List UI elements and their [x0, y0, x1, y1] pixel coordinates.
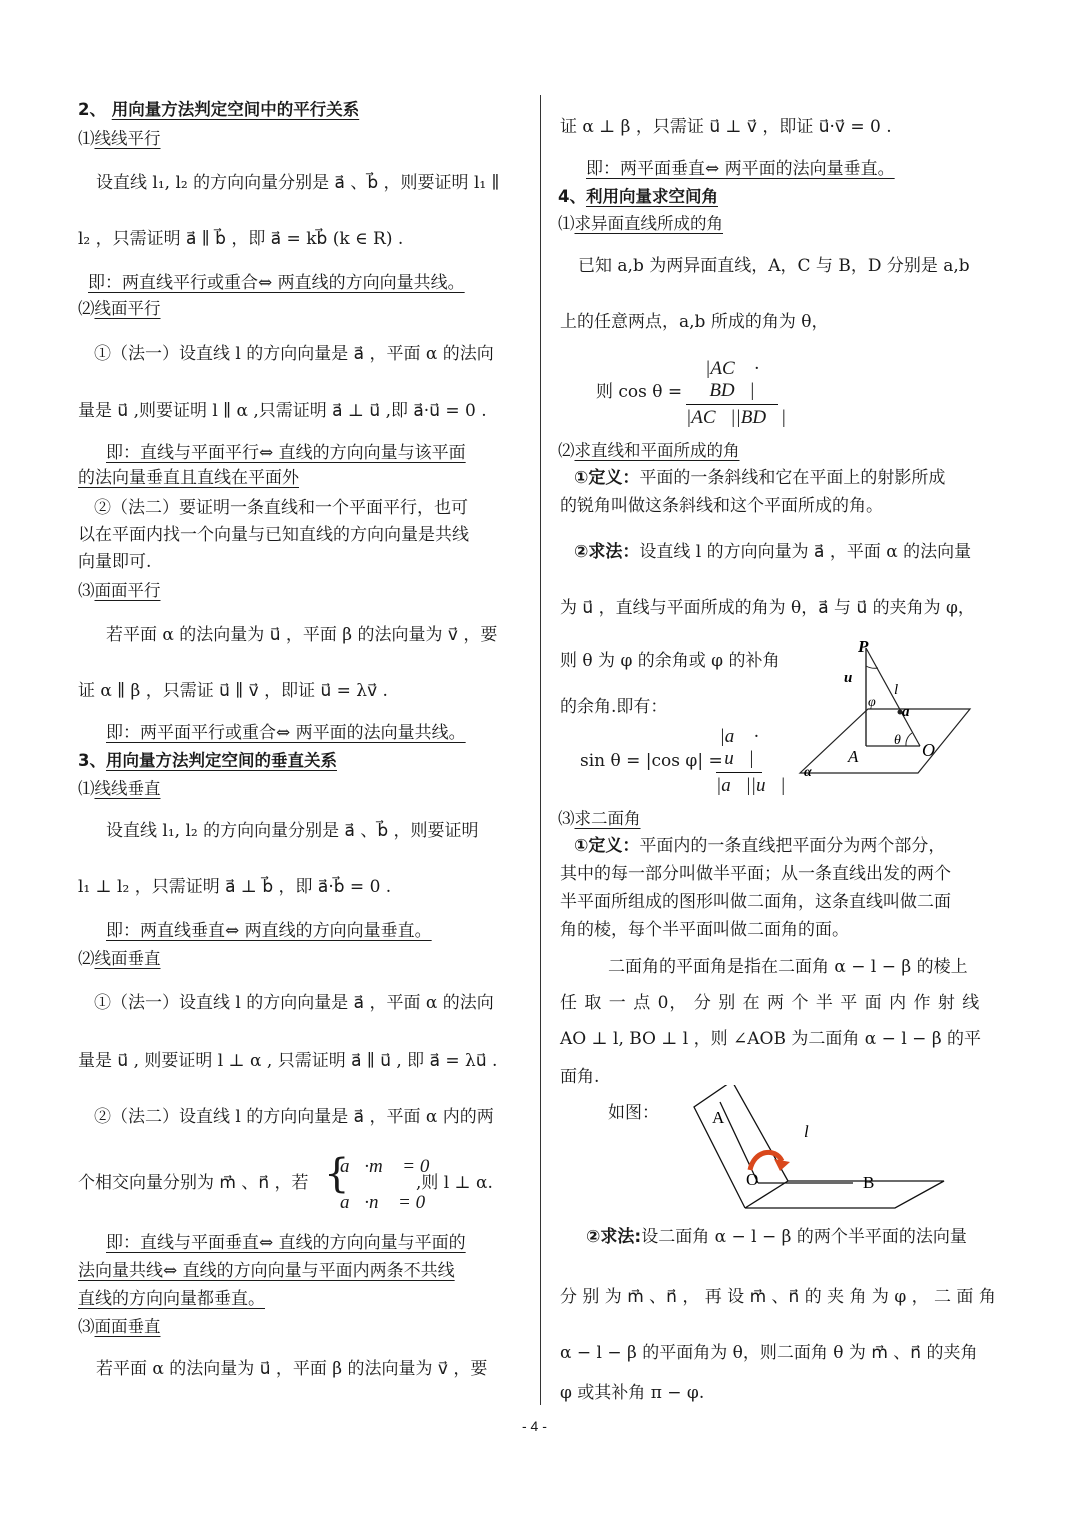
- label-A: A: [712, 1108, 725, 1127]
- numerator: |AC⃗ · BD⃗|: [705, 358, 759, 401]
- label-O: O: [746, 1170, 759, 1189]
- paragraph: φ 或其补角 π − φ.: [560, 1383, 705, 1403]
- text: 平面内的一条直线把平面分为两个部分，: [639, 836, 946, 856]
- paragraph: 证 α ∥ β ，只需证 u⃗ ∥ v⃗ ，即证 u⃗ = λv⃗ .: [78, 681, 388, 701]
- formula-lhs: sin θ = |cos φ| =: [580, 751, 723, 771]
- definition-label: ①定义：: [574, 836, 640, 856]
- method: [586, 1226, 967, 1248]
- paragraph: 已知 a,b 为两异面直线，A，C 与 B，D 分别是 a,b: [578, 256, 970, 276]
- plane-alpha: [800, 709, 970, 773]
- paragraph: 若平面 α 的法向量为 u⃗ ，平面 β 的法向量为 v⃗ ，要: [96, 1359, 488, 1379]
- subsection-4-2: [558, 440, 740, 462]
- dihedral-angle-figure: [690, 1085, 960, 1210]
- label-B: B: [863, 1173, 875, 1192]
- subsection-3-3: [78, 1316, 161, 1338]
- paragraph: 的余角.即有：: [560, 697, 668, 717]
- note: 即：两直线垂直⇔ 两直线的方向向量垂直。: [106, 921, 432, 941]
- paragraph: l₂ ，只需证明 a⃗ ∥ b⃗ ，即 a⃗ = kb⃗ (k ∈ R) .: [78, 229, 404, 249]
- paragraph: 证 α ⊥ β ，只需证 u⃗ ⊥ v⃗ ，即证 u⃗·v⃗ = 0 .: [560, 117, 892, 137]
- section-title: 利用向量求空间角: [585, 187, 718, 206]
- subsection-title: 求异面直线所成的角: [574, 214, 723, 233]
- subsection-number: ⑵: [78, 299, 95, 318]
- paragraph: 面角.: [560, 1067, 600, 1087]
- line-plane-angle-figure: [780, 630, 980, 790]
- method-label: ②求法:: [586, 1227, 642, 1247]
- label-phi: φ: [868, 695, 876, 710]
- theta-arc: [906, 733, 912, 746]
- formula-lhs: 则 cos θ =: [596, 382, 683, 402]
- subsection-number: ⑶: [78, 1317, 95, 1336]
- paragraph: 的锐角叫做这条斜线和这个平面所成的角。: [560, 496, 883, 516]
- label-l: l: [894, 682, 899, 698]
- label-alpha: α: [804, 765, 812, 780]
- subsection-title: 线线平行: [94, 129, 161, 148]
- paragraph: ②（法二）要证明一条直线和一个平面平行，也可: [94, 498, 468, 518]
- section-3-heading: [78, 750, 337, 772]
- subsection-3-1: [78, 778, 161, 800]
- label-a: a: [902, 704, 910, 720]
- section-number: 4、: [558, 187, 586, 206]
- paragraph: 设直线 l₁, l₂ 的方向向量分别是 a⃗ 、b⃗ ，则要证明: [106, 821, 479, 841]
- subsection-4-3: [558, 808, 641, 830]
- subsection-number: ⑴: [78, 129, 95, 148]
- text: 个相交向量分别为 m⃗ 、n⃗ ，若: [78, 1173, 309, 1193]
- brace: {: [324, 1151, 350, 1197]
- denominator: |AC⃗||BD⃗|: [686, 407, 787, 428]
- paragraph: 若平面 α 的法向量为 u⃗ ，平面 β 的法向量为 v⃗ ，要: [106, 625, 498, 645]
- page-number: - 4 -: [522, 1418, 547, 1434]
- subsection-number: ⑵: [558, 441, 575, 460]
- section-4-heading: [558, 186, 718, 208]
- subsection-title: 线面平行: [94, 299, 161, 318]
- fraction-bar: [686, 404, 778, 405]
- section-title: 用向量方法判定空间的垂直关系: [105, 751, 337, 770]
- subsection-title: 求直线和平面所成的角: [574, 441, 740, 460]
- paragraph: α − l − β 的平面角为 θ，则二面角 θ 为 m⃗ 、n⃗ 的夹角: [560, 1343, 978, 1363]
- system-eq-1: a⃗·m⃗ = 0: [340, 1156, 430, 1177]
- definition-label: ①定义：: [574, 468, 640, 488]
- text: 设二面角 α − l − β 的两个半平面的法向量: [641, 1227, 967, 1247]
- rotation-arrowhead: [774, 1159, 790, 1171]
- note: 即：两直线平行或重合⇔ 两直线的方向向量共线。: [88, 273, 465, 293]
- paragraph: 任 取 一 点 0， 分 别 在 两 个 半 平 面 内 作 射 线: [560, 993, 981, 1013]
- section-2-heading: [78, 99, 359, 121]
- subsection-2-2: [78, 298, 161, 320]
- definition: [574, 467, 945, 489]
- section-number: 2、: [78, 100, 106, 119]
- numerator: |a⃗ · u⃗|: [719, 726, 759, 769]
- text: 设直线 l 的方向向量为 a⃗ ，平面 α 的法向量: [639, 542, 972, 562]
- paragraph: 角的棱，每个半平面叫做二面角的面。: [560, 920, 849, 940]
- paragraph: AO ⊥ l, BO ⊥ l ，则 ∠AOB 为二面角 α − l − β 的平: [560, 1029, 982, 1049]
- paragraph: ①（法一）设直线 l 的方向向量是 a⃗ ，平面 α 的法向: [94, 344, 494, 364]
- note: 的法向量垂直且直线在平面外: [78, 468, 299, 488]
- paragraph: 量是 u⃗ ,则要证明 l ∥ α ,只需证明 a⃗ ⊥ u⃗ ,即 a⃗·u⃗ = 0 .: [78, 401, 487, 421]
- subsection-number: ⑴: [78, 779, 95, 798]
- subsection-number: ⑶: [78, 581, 95, 600]
- subsection-number: ⑴: [558, 214, 575, 233]
- cos-formula-fraction: [686, 358, 787, 429]
- subsection-4-1: [558, 213, 723, 235]
- note: 即：两平面平行或重合⇔ 两平面的法向量共线。: [106, 723, 466, 743]
- note: 法向量共线⇔ 直线的方向向量与平面内两条不共线: [78, 1261, 455, 1281]
- denominator: |a⃗||u⃗|: [716, 775, 786, 796]
- paragraph: 分 别 为 m⃗ 、n⃗ ， 再 设 m⃗ 、n⃗ 的 夹 角 为 φ ， 二 面 角: [560, 1287, 996, 1307]
- paragraph: ①（法一）设直线 l 的方向向量是 a⃗ ，平面 α 的法向: [94, 993, 494, 1013]
- label-u: u: [844, 670, 853, 686]
- paragraph: 半平面所组成的图形叫做二面角，这条直线叫做二面: [560, 892, 951, 912]
- note: 即：直线与平面平行⇔ 直线的方向向量与该平面: [106, 443, 466, 463]
- system-eq-2: a⃗·n⃗ = 0: [340, 1192, 426, 1213]
- definition: [574, 835, 945, 857]
- text: ,则 l ⊥ α.: [416, 1173, 493, 1193]
- subsection-number: ⑶: [558, 809, 575, 828]
- paragraph: 以在平面内找一个向量与已知直线的方向向量是共线: [78, 525, 469, 545]
- paragraph: ②（法二）设直线 l 的方向向量是 a⃗ ，平面 α 内的两: [94, 1107, 494, 1127]
- label-A: A: [848, 747, 859, 766]
- method: [574, 541, 971, 563]
- paragraph: [78, 1172, 309, 1194]
- sin-formula-fraction: [716, 726, 786, 797]
- note: 直线的方向向量都垂直。: [78, 1289, 265, 1309]
- label-theta: θ: [894, 733, 901, 748]
- paragraph: 向量即可.: [78, 552, 152, 572]
- label-P: P: [858, 637, 869, 656]
- subsection-2-3: [78, 580, 161, 602]
- method-label: ②求法：: [574, 542, 640, 562]
- label-O: O: [922, 740, 935, 760]
- paragraph: l₁ ⊥ l₂ ，只需证明 a⃗ ⊥ b⃗ ，即 a⃗·b⃗ = 0 .: [78, 877, 392, 897]
- subsection-3-2: [78, 948, 161, 970]
- paragraph: 二面角的平面角是指在二面角 α − l − β 的棱上: [608, 957, 968, 977]
- paragraph: 其中的每一部分叫做半平面；从一条直线出发的两个: [560, 864, 951, 884]
- note: 即：直线与平面垂直⇔ 直线的方向向量与平面的: [106, 1233, 466, 1253]
- figure-caption: 如图：: [608, 1103, 659, 1123]
- subsection-title: 线面垂直: [94, 949, 161, 968]
- note: 即：两平面垂直⇔ 两平面的法向量垂直。: [586, 159, 895, 179]
- column-divider: [540, 95, 541, 1405]
- subsection-2-1: [78, 128, 161, 150]
- text: 平面的一条斜线和它在平面上的射影所成: [639, 468, 946, 488]
- section-number: 3、: [78, 751, 106, 770]
- paragraph: 则 θ 为 φ 的余角或 φ 的补角: [560, 651, 780, 671]
- subsection-title: 线线垂直: [94, 779, 161, 798]
- paragraph: 上的任意两点，a,b 所成的角为 θ，: [560, 312, 829, 332]
- paragraph: 为 u⃗ ，直线与平面所成的角为 θ，a⃗ 与 u⃗ 的夹角为 φ，: [560, 598, 975, 618]
- subsection-title: 求二面角: [574, 809, 641, 828]
- paragraph: 设直线 l₁, l₂ 的方向向量分别是 a⃗ 、b⃗ ，则要证明 l₁ ∥: [96, 173, 500, 193]
- subsection-title: 面面平行: [94, 581, 161, 600]
- paragraph: 量是 u⃗ , 则要证明 l ⊥ α , 只需证明 a⃗ ∥ u⃗ , 即 a⃗ = λu⃗ .: [78, 1051, 498, 1071]
- section-title: 用向量方法判定空间中的平行关系: [111, 100, 360, 119]
- subsection-title: 面面垂直: [94, 1317, 161, 1336]
- subsection-number: ⑵: [78, 949, 95, 968]
- label-l: l: [804, 1122, 809, 1141]
- fraction-bar: [716, 772, 762, 773]
- half-plane-beta: [745, 1181, 944, 1208]
